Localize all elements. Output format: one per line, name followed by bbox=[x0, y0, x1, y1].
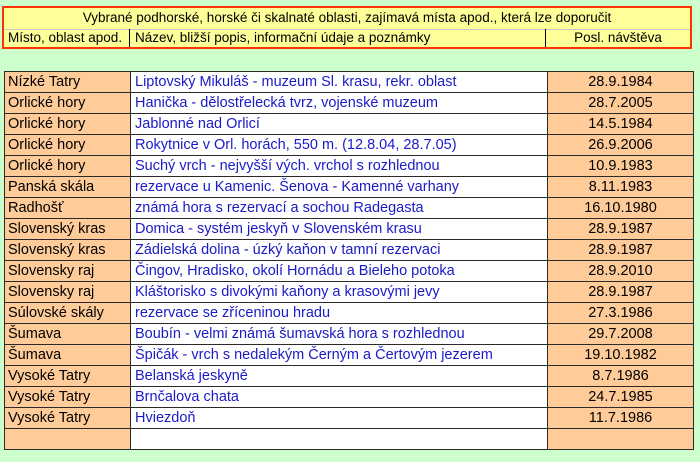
table-row bbox=[5, 282, 694, 303]
cell-last-visit: 16.10.1980 bbox=[548, 198, 694, 219]
table-header bbox=[2, 6, 692, 49]
places-table bbox=[4, 71, 694, 450]
cell-place: Slovensky raj bbox=[5, 261, 131, 282]
cell-last-visit: 28.9.1987 bbox=[548, 219, 694, 240]
cell-description: Zádielská dolina - úzký kaňon v tamní rezervaci bbox=[131, 240, 548, 261]
cell-place: Orlické hory bbox=[5, 114, 131, 135]
cell-place: Orlické hory bbox=[5, 156, 131, 177]
cell-last-visit: 11.7.1986 bbox=[548, 408, 694, 429]
cell-place: Súlovské skály bbox=[5, 303, 131, 324]
cell-description bbox=[131, 429, 548, 450]
table-row bbox=[5, 261, 694, 282]
cell-description: Čingov, Hradisko, okolí Hornádu a Bieleho potoka bbox=[131, 261, 548, 282]
cell-description: Rokytnice v Orl. horách, 550 m. (12.8.04, 28.7.05) bbox=[131, 135, 548, 156]
cell-place: Vysoké Tatry bbox=[5, 387, 131, 408]
cell-last-visit: 28.9.1987 bbox=[548, 282, 694, 303]
table-row bbox=[5, 93, 694, 114]
cell-description: Boubín - velmi známá šumavská hora s rozhlednou bbox=[131, 324, 548, 345]
cell-place: Orlické hory bbox=[5, 135, 131, 156]
cell-description: Belanská jeskyně bbox=[131, 366, 548, 387]
table-row bbox=[5, 198, 694, 219]
cell-last-visit: 28.9.1987 bbox=[548, 240, 694, 261]
cell-last-visit: 8.7.1986 bbox=[548, 366, 694, 387]
cell-last-visit: 8.11.1983 bbox=[548, 177, 694, 198]
cell-place: Šumava bbox=[5, 324, 131, 345]
table-row bbox=[5, 408, 694, 429]
column-header-description: Název, bližší popis, informační údaje a poznámky bbox=[130, 29, 546, 47]
cell-last-visit: 29.7.2008 bbox=[548, 324, 694, 345]
cell-last-visit: 19.10.1982 bbox=[548, 345, 694, 366]
cell-last-visit bbox=[548, 429, 694, 450]
cell-last-visit: 28.9.2010 bbox=[548, 261, 694, 282]
cell-description: Hviezdoň bbox=[131, 408, 548, 429]
cell-place: Orlické hory bbox=[5, 93, 131, 114]
cell-place: Slovenský kras bbox=[5, 240, 131, 261]
cell-place: Slovenský kras bbox=[5, 219, 131, 240]
cell-last-visit: 28.9.1984 bbox=[548, 72, 694, 93]
cell-place: Vysoké Tatry bbox=[5, 408, 131, 429]
cell-description: Liptovský Mikuláš - muzeum Sl. krasu, rekr. oblast bbox=[131, 72, 548, 93]
cell-description: Brnčalova chata bbox=[131, 387, 548, 408]
table-row bbox=[5, 240, 694, 261]
cell-description: Jablonné nad Orlicí bbox=[131, 114, 548, 135]
column-header-last-visit: Posl. návštěva bbox=[574, 30, 662, 45]
table-row bbox=[5, 156, 694, 177]
table-row bbox=[5, 114, 694, 135]
table-row bbox=[5, 177, 694, 198]
cell-last-visit: 14.5.1984 bbox=[548, 114, 694, 135]
cell-last-visit: 28.7.2005 bbox=[548, 93, 694, 114]
table-body bbox=[5, 72, 694, 450]
header-title: Vybrané podhorské, horské či skalnaté oblasti, zajímavá místa apod., která lze doporučit bbox=[4, 8, 690, 30]
cell-description: známá hora s rezervací a sochou Radegasta bbox=[131, 198, 548, 219]
cell-last-visit: 27.3.1986 bbox=[548, 303, 694, 324]
cell-place: Panská skála bbox=[5, 177, 131, 198]
table-row bbox=[5, 324, 694, 345]
cell-description: rezervace u Kamenic. Šenova - Kamenné varhany bbox=[131, 177, 548, 198]
header-columns bbox=[4, 29, 690, 47]
cell-description: Hanička - dělostřelecká tvrz, vojenské muzeum bbox=[131, 93, 548, 114]
table-row bbox=[5, 72, 694, 93]
cell-place: Vysoké Tatry bbox=[5, 366, 131, 387]
table-row bbox=[5, 387, 694, 408]
cell-description: Suchý vrch - nejvyšší vých. vrchol s rozhlednou bbox=[131, 156, 548, 177]
table-row bbox=[5, 135, 694, 156]
column-header-place: Místo, oblast apod. bbox=[4, 29, 130, 47]
cell-last-visit: 10.9.1983 bbox=[548, 156, 694, 177]
cell-place bbox=[5, 429, 131, 450]
table-row bbox=[5, 345, 694, 366]
cell-description: Domica - systém jeskyň v Slovenském krasu bbox=[131, 219, 548, 240]
table-row bbox=[5, 366, 694, 387]
cell-place: Nízké Tatry bbox=[5, 72, 131, 93]
cell-place: Slovensky raj bbox=[5, 282, 131, 303]
cell-last-visit: 26.9.2006 bbox=[548, 135, 694, 156]
cell-last-visit: 24.7.1985 bbox=[548, 387, 694, 408]
cell-description: Špičák - vrch s nedalekým Černým a Čertovým jezerem bbox=[131, 345, 548, 366]
table-row bbox=[5, 303, 694, 324]
table-row bbox=[5, 429, 694, 450]
cell-description: Kláštorisko s divokými kaňony a krasovými jevy bbox=[131, 282, 548, 303]
table-row bbox=[5, 219, 694, 240]
cell-description: rezervace se zříceninou hradu bbox=[131, 303, 548, 324]
cell-place: Šumava bbox=[5, 345, 131, 366]
cell-place: Radhošť bbox=[5, 198, 131, 219]
